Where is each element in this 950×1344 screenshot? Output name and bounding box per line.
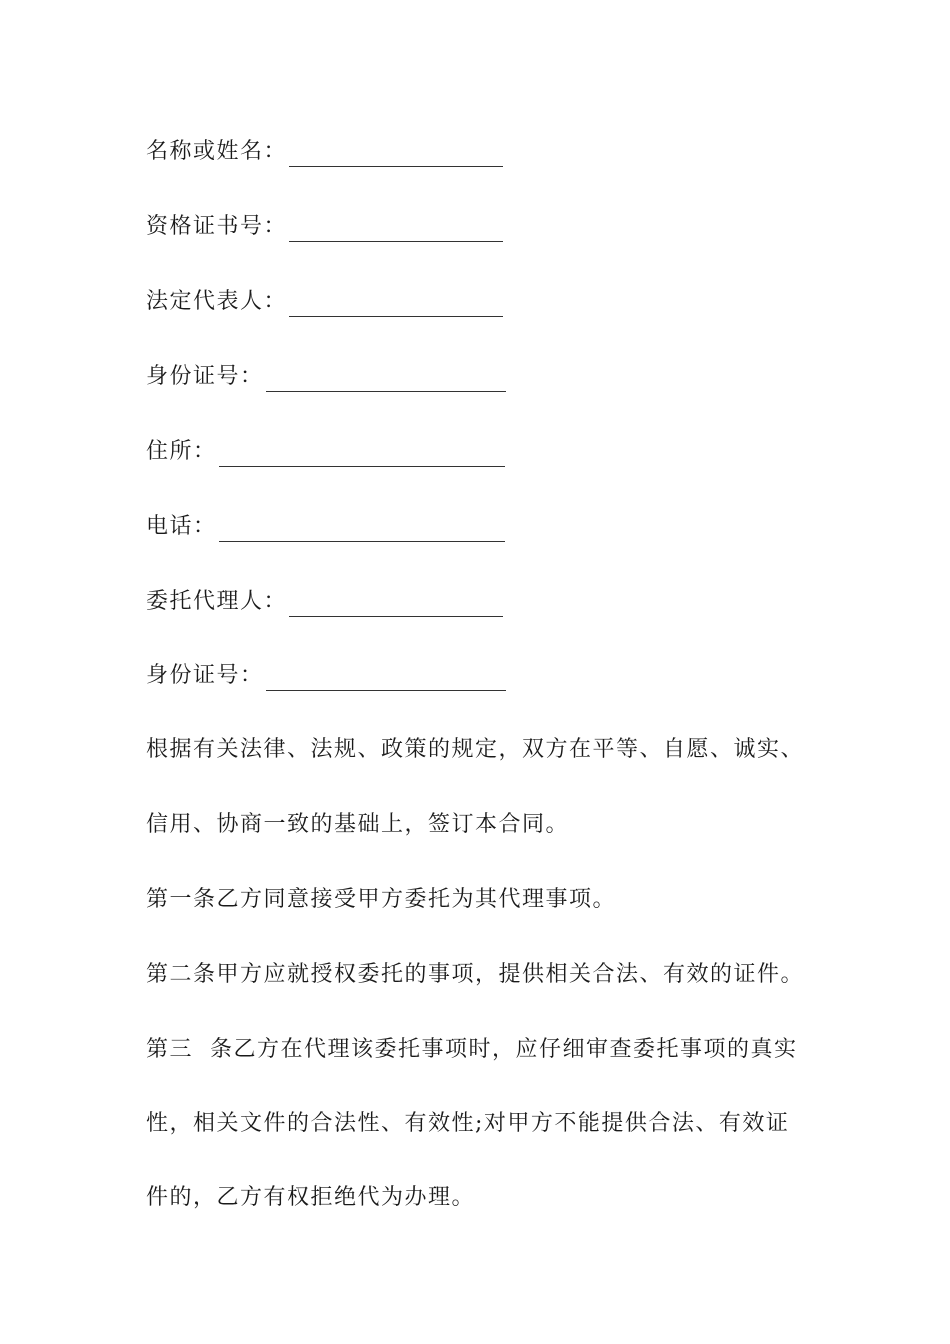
blank-line[interactable] [289,144,503,167]
article-2: 第二条甲方应就授权委托的事项，提供相关合法、有效的证件。 [146,962,805,987]
paragraph-line: 根据有关法律、法规、政策的规定，双方在平等、自愿、诚实、 [146,737,805,762]
field-label: 电话： [146,514,217,539]
field-id-number [146,362,506,392]
paragraph-line: 性，相关文件的合法性、有效性;对甲方不能提供合法、有效证 [146,1111,790,1136]
field-label: 住所： [146,439,217,464]
field-label: 资格证书号： [146,214,288,239]
field-phone [146,512,505,542]
blank-line[interactable] [289,294,503,317]
blank-line[interactable] [266,668,506,691]
blank-line[interactable] [289,594,503,617]
field-agent-id-number [146,661,506,691]
field-authorized-agent [146,587,503,617]
field-label: 身份证号： [146,364,264,389]
blank-line[interactable] [219,444,505,467]
field-legal-representative [146,287,503,317]
article-1: 第一条乙方同意接受甲方委托为其代理事项。 [146,887,617,912]
field-address [146,437,505,467]
field-label: 委托代理人： [146,589,288,614]
blank-line[interactable] [289,219,503,242]
field-name [146,137,503,167]
field-qualification-number [146,212,503,242]
paragraph-line: 信用、协商一致的基础上，签订本合同。 [146,812,570,837]
article-3: 第三 条乙方在代理该委托事项时，应仔细审查委托事项的真实 [146,1037,798,1062]
paragraph-line: 件的，乙方有权拒绝代为办理。 [146,1185,476,1210]
blank-line[interactable] [266,369,506,392]
blank-line[interactable] [219,519,505,542]
field-label: 法定代表人： [146,289,288,314]
field-label: 名称或姓名： [146,139,288,164]
field-label: 身份证号： [146,663,264,688]
